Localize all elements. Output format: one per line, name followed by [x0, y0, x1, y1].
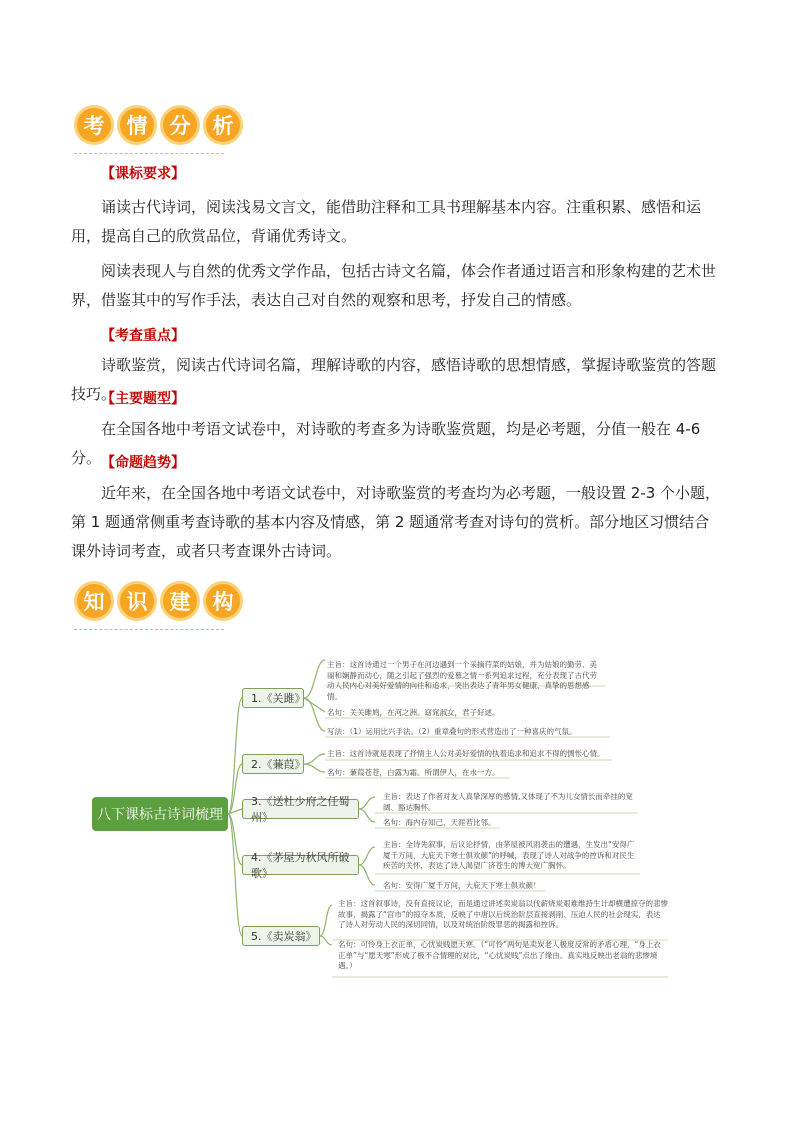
mindmap-leaf-songdu-quote: 名句：海内存知己，天涯若比邻。	[383, 818, 496, 827]
paragraph-curriculum-2: 阅读表现人与自然的优秀文学作品，包括古诗文名篇，体会作者通过语言和形象构建的艺术世界，借鉴其中的写作手法，表达自己对自然的观察和思考，抒发自己的情感。	[71, 262, 717, 309]
mindmap-leaf-maowu-theme: 主旨：全诗先叙事，后议论抒情，由茅屋被风雨袭击的遭遇，生发出“安得广厦千万间，大庇天下寒士俱欢颜”的呼喊，表现了诗人对战争的控诉和对民生疾苦的关怀，表达了诗人渴望广济苍生的博大宽广胸怀。	[383, 840, 635, 870]
mindmap-leaf-guanju-quote: 名句：关关雎鸠，在河之洲。窈窕淑女，君子好逑。	[327, 708, 500, 717]
banner-char: 知	[74, 581, 114, 621]
banner-char: 析	[203, 105, 243, 145]
mindmap-branch-maowu: 4.《茅屋为秋风所破歌》	[242, 855, 359, 875]
mindmap-leaf-songdu-theme: 主旨：表达了作者对友人真挚深厚的感情,又体现了不为儿女情长而牵挂的宽阔、豁达胸怀。	[383, 792, 633, 812]
banner-char: 考	[74, 105, 114, 145]
mindmap-leaf-guanju-technique: 写法：（1）运用比兴手法。（2）重章叠句的形式营造出了一种喜庆的气氛。	[327, 727, 577, 736]
tag-focus: 【考查重点】	[101, 328, 185, 344]
banner-char: 情	[117, 105, 157, 145]
mindmap-leaf-guanju-theme: 主旨：这首诗通过一个男子在河边遇到一个采摘荇菜的姑娘，并为姑娘的勤劳、美丽和娴静而动心，随之引起了强烈的爱慕之情一系列追求过程，充分表现了古代劳动人民内心对美好爱情的向往和追求，突出表达了青年男女健康、真挚的思想感情。	[327, 660, 597, 701]
paragraph-curriculum-1: 诵读古代诗词，阅读浅易文言文，能借助注释和工具书理解基本内容。注重积累、感悟和运用，提高自己的欣赏品位，背诵优秀诗文。	[71, 198, 702, 245]
mindmap-branch-jianjia: 2.《蒹葭》	[242, 754, 304, 774]
mindmap-leaf-maowu-quote: 名句：安得广厦千万间，大庇天下寒士俱欢颜！	[383, 881, 541, 890]
mindmap-root: 八下课标古诗词梳理	[92, 797, 228, 831]
mindmap-branch-maitanweng: 5.《卖炭翁》	[242, 926, 320, 946]
mindmap-branch-songdu: 3.《送杜少府之任蜀州》	[242, 799, 359, 819]
mindmap-leaf-jianjia-quote: 名句：蒹葭苍苍，白露为霜。所谓伊人，在水一方。	[327, 768, 500, 777]
paragraph-question-type: 在全国各地中考语文试卷中，对诗歌的考查多为诗歌鉴赏题，均是必考题，分值一般在 4-6 分。	[71, 420, 701, 467]
banner-char: 分	[160, 105, 200, 145]
mindmap-leaf-jianjia-theme: 主旨：这首诗就是表现了抒情主人公对美好爱情的执着追求和追求不得的惆怅心情。	[327, 749, 605, 758]
paragraph-focus: 诗歌鉴赏，阅读古代诗词名篇，理解诗歌的内容，感悟诗歌的思想情感，掌握诗歌鉴赏的答题技巧。	[71, 356, 717, 403]
banner-char: 构	[203, 581, 243, 621]
mindmap-branch-guanju: 1.《关雎》	[242, 688, 304, 708]
tag-trend: 【命题趋势】	[101, 455, 185, 471]
tag-question-type: 【主要题型】	[101, 391, 185, 407]
paragraph-trend: 近年来，在全国各地中考语文试卷中，对诗歌鉴赏的考查均为必考题，一般设置 2-3 个小题，第 1 题通常侧重考查诗歌的基本内容及情感，第 2 题通常考查对诗句的赏析。部分地区习惯结合课外诗词考查，或者只考查课外古诗词。	[71, 484, 721, 560]
tag-curriculum: 【课标要求】	[101, 166, 185, 182]
mindmap-leaf-maitanweng-theme: 主旨：这首叙事诗，没有直接议论，而是通过讲述卖炭翁以伐薪烧炭艰难维持生计却横遭掠夺的悲惨故事，揭露了“宫市”的掠夺本质，反映了中唐以后统治阶层直接剥削、压迫人民的社会现实，表达了诗人对劳动人民的深切同情，以及对统治阶级罪恶的揭露和控诉。	[338, 899, 668, 929]
mindmap-leaf-maitanweng-quote: 名句：可怜身上衣正单，心忧炭贱愿天寒。（“可怜”两句是卖炭老人极度反常的矛盾心理，“身上衣正单”与“愿天寒”形成了极不合情理的对比，“心忧炭贱”点出了缘由。真实地反映出老翁的悲惨境遇。）	[338, 940, 661, 970]
banner-char: 建	[160, 581, 200, 621]
banner-char: 识	[117, 581, 157, 621]
